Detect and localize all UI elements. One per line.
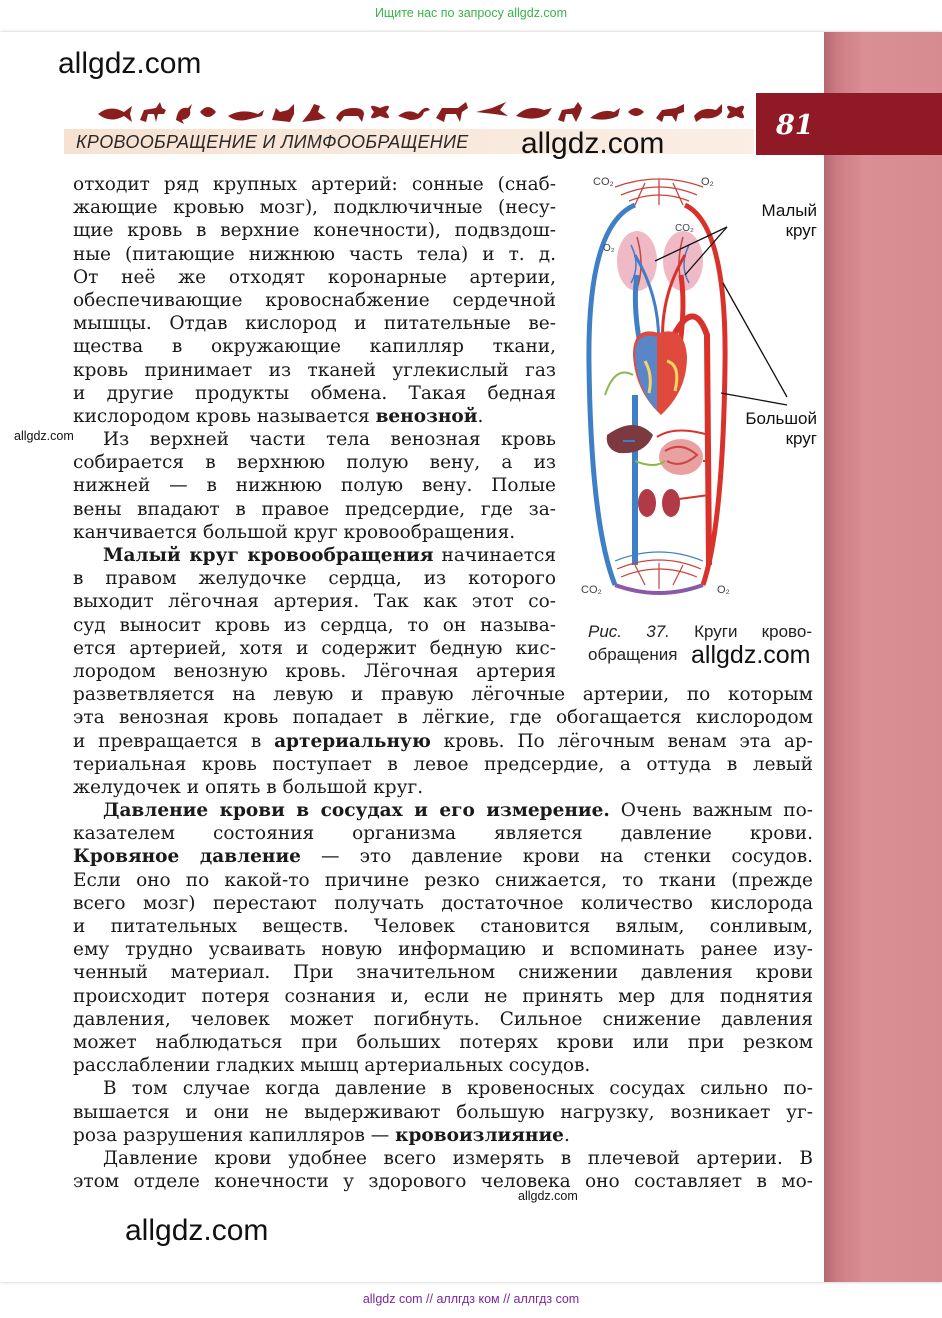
text-line: всего мозг) перестают получать достаточное количество кислорода <box>73 892 813 914</box>
bear-icon <box>336 108 364 122</box>
label-small-circle <box>725 201 817 241</box>
goat-icon <box>558 102 582 122</box>
o2-label-lung: O₂ <box>603 243 615 254</box>
text-line: териальная кровь поступает в левое предсердие, а оттуда в левый <box>73 753 813 775</box>
swallow-icon <box>476 102 508 116</box>
text-line: вышается и они не выдерживают большую нагрузку, возникает уг- <box>73 1101 813 1123</box>
term-venous: венозной <box>375 405 478 427</box>
text-line <box>73 799 813 822</box>
text-line: ченный материал. При значительном снижении давления крови <box>73 962 813 984</box>
top-search-watermark: Ищите нас по запросу allgdz.com <box>374 6 568 20</box>
text-line: ему трудно усваивать новую информацию и вспоминать ранее изу- <box>73 939 813 961</box>
text-line <box>73 405 556 428</box>
text-line: жающие кровью мозг), подключичные (несу- <box>73 197 556 219</box>
text-run: . <box>477 405 484 427</box>
text-line: отходит ряд крупных артерий: сонные (снаб- <box>73 174 556 195</box>
fish-icon <box>98 106 132 122</box>
watermark-caption: allgdz.com <box>691 641 811 669</box>
watermark-header: allgdz.com <box>521 127 665 160</box>
text-run: Очень важным по- <box>609 800 813 822</box>
text-line: Из верхней части тела венозная кровь <box>103 429 556 451</box>
text-run: — это давление крови на стенки сосудов. <box>300 846 813 868</box>
kangaroo-icon <box>302 104 326 122</box>
spider-icon <box>624 106 648 118</box>
text-line: желудочек и опять в большой круг. <box>73 776 424 798</box>
section-heading-pressure: Давление крови в сосудах и его измерение. <box>103 800 610 822</box>
text-line: Если оно по какой-то причине резко снижается, то ткани (прежде <box>73 869 813 891</box>
co2-label-bottom: CO₂ <box>581 584 602 596</box>
caption-line1 <box>588 620 812 643</box>
lizard-icon <box>228 110 264 121</box>
text-line: щие кровь в верхние конечности), подвздош- <box>73 220 556 242</box>
co2-label-top: CO₂ <box>593 176 614 188</box>
text-line: собирается в верхнюю полую вену, а из <box>73 452 556 474</box>
text-line: эта венозная кровь попадает в лёгкие, где обогащается кислородом <box>73 707 813 729</box>
term-blood-pressure: Кровяное давление <box>73 846 301 868</box>
label-small-circle-line2: круг <box>785 221 817 240</box>
text-line: казателем состояния организма является давление крови. <box>73 823 813 845</box>
text-line: разветвляется на левую и правую лёгочные артерии, по которым <box>73 684 813 706</box>
fox-icon <box>694 104 722 122</box>
co2-label-lung: CO₂ <box>675 223 694 234</box>
text-line: расслаблении гладких мышц артериальных сосудов. <box>73 1055 591 1077</box>
text-line <box>73 845 813 868</box>
wolf-icon <box>656 104 684 122</box>
bottom-watermark-bar: allgdz com // аллгдз ком // аллгдз com <box>362 1292 580 1306</box>
text-run: кровь. По лёгочным венам эта ар- <box>430 730 813 752</box>
label-small-circle-line1: Малый <box>761 201 817 220</box>
dolphin-icon <box>516 108 552 119</box>
text-line: В том случае когда давление в кровеносных сосудах сильно по- <box>103 1078 813 1100</box>
insect-icon <box>196 107 220 117</box>
text-line: щества в окружающие капилляр ткани, <box>73 336 556 358</box>
o2-label-bottom: O₂ <box>717 584 730 596</box>
text-line: этом отделе конечности у здорового человека оно составляет в мо- <box>73 1171 813 1193</box>
text-line: Давление крови удобнее всего измерять в плечевой артерии. В <box>103 1147 813 1169</box>
term-arterial: артериальную <box>274 730 431 752</box>
text-run: кислородом кровь называется <box>73 405 376 427</box>
watermark-margin: allgdz.com <box>14 429 74 443</box>
text-line: может наблюдаться при больших потерях крови или при резком <box>73 1031 813 1053</box>
text-run: и превращается в <box>73 730 275 752</box>
moth-icon <box>727 106 744 119</box>
text-line <box>73 544 556 567</box>
page-number: 81 <box>776 110 814 141</box>
text-line: выходит лёгочная артерия. Так как этот со- <box>73 591 556 613</box>
text-line: вены впадают в правое предсердие, где за- <box>73 498 556 520</box>
text-line: мышцы. Отдав кислород и питательные ве- <box>73 313 556 335</box>
text-line <box>73 730 813 753</box>
butterfly-icon <box>371 106 389 119</box>
scorpion-icon <box>398 108 430 120</box>
text-line: происходит потеря сознания и, если не принять мер для поднятия <box>73 985 813 1007</box>
label-big-circle-line2: круг <box>785 429 817 448</box>
seal-icon <box>590 108 620 120</box>
term-hemorrhage: кровоизлияние <box>395 1124 564 1146</box>
chapter-title: КРОВООБРАЩЕНИЕ И ЛИМФООБРАЩЕНИЕ <box>76 132 469 152</box>
text-run: начинается <box>433 545 556 566</box>
bird-icon <box>176 104 192 124</box>
text-line: нижней — в нижнюю полую вену. Полые <box>73 475 556 497</box>
watermark-top-left: allgdz.com <box>58 47 202 80</box>
term-small-circle: Малый круг кровообращения <box>103 545 434 566</box>
cat-icon <box>272 104 294 122</box>
text-line: и другие продукты обмена. Такая бедная <box>73 382 556 404</box>
text-line: в правом желудочке сердца, из которого <box>73 568 556 590</box>
text-run: роза разрушения капилляров — <box>73 1124 396 1146</box>
watermark-bottom: allgdz.com <box>125 1214 269 1247</box>
text-line: обеспечивающие кровоснабжение сердечной <box>73 289 556 311</box>
horse-icon <box>436 102 468 122</box>
text-line: лородом венозную кровь. Лёгочная артерия <box>73 660 556 682</box>
text-line: суд выносит кровь из сердца, то он называ- <box>73 614 556 636</box>
animal-silhouettes-decoration <box>96 98 746 128</box>
label-big-circle-line1: Большой <box>745 409 817 428</box>
text-line: и питательных веществ. Человек становится вялым, сонливым, <box>73 916 813 937</box>
watermark-bottom-small: allgdz.com <box>518 1189 578 1203</box>
text-line <box>73 1124 813 1147</box>
text-line: ные (питающие нижнюю часть тела) и т. д. <box>73 243 556 265</box>
text-line: давления, человек может погибнуть. Сильное снижение давления <box>73 1008 813 1030</box>
deer-icon <box>140 102 166 122</box>
caption-ref: Рис. 37. <box>588 622 670 641</box>
text-line: канчивается большой круг кровообращения. <box>73 521 516 543</box>
text-line: От неё же отходят коронарные артерии, <box>73 266 556 288</box>
text-line: ется артерией, хотя и содержит бедную кис- <box>73 637 556 659</box>
page-side-strip <box>824 32 942 1282</box>
o2-label-top: O₂ <box>701 176 714 188</box>
text-run: . <box>563 1124 570 1146</box>
caption-text: Круги крово- <box>669 622 812 641</box>
text-line: кровь принимает из тканей углекислый газ <box>73 359 556 381</box>
circulation-figure <box>575 165 817 609</box>
label-big-circle <box>725 409 817 449</box>
caption-text: обращения <box>588 645 678 664</box>
